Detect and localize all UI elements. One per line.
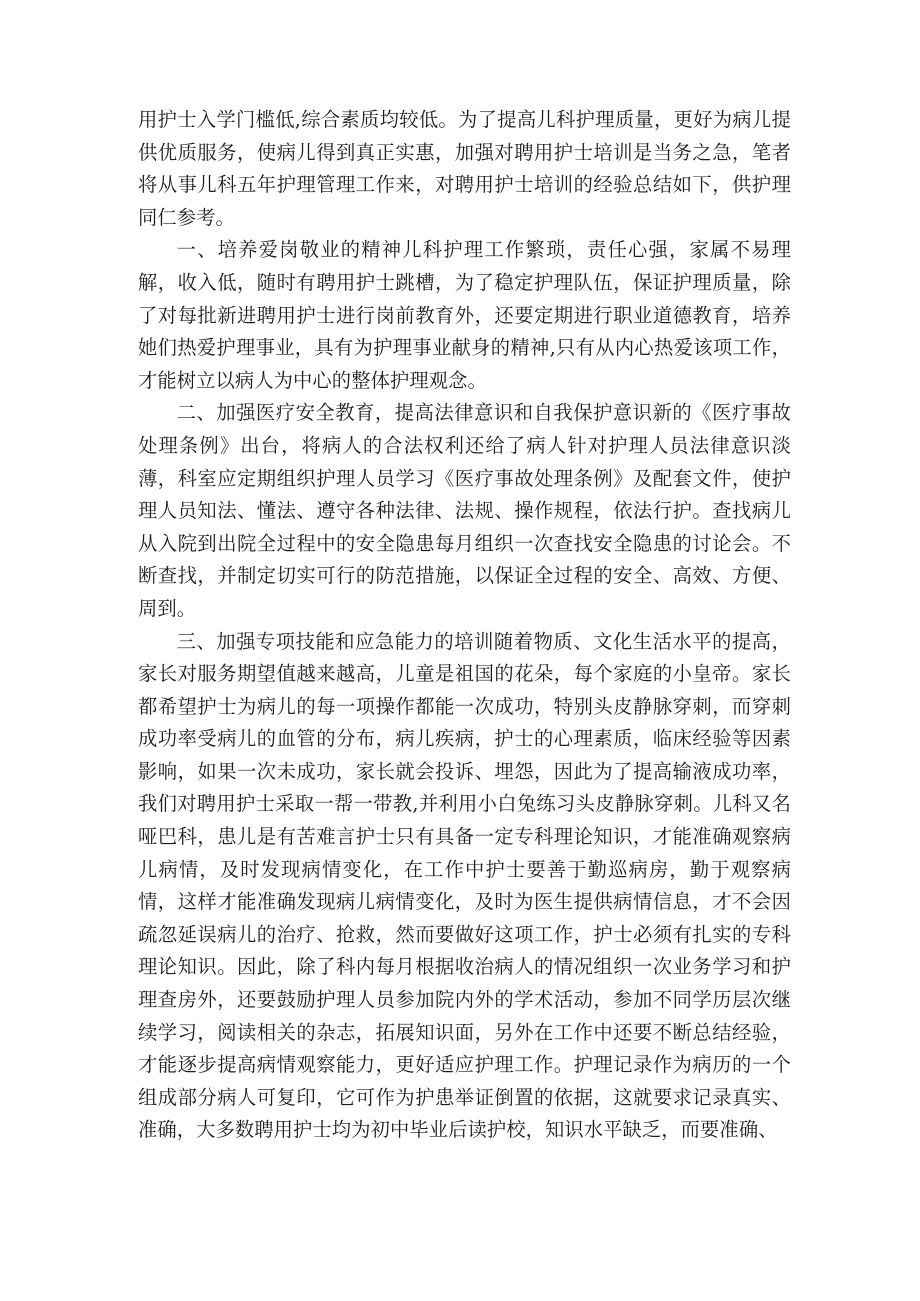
paragraph-section-one: 一、培养爱岗敬业的精神儿科护理工作繁琐，责任心强，家属不易理解，收入低，随时有聘用护士跳槽，为了稳定护理队伍，保证护理质量，除了对每批新进聘用护士进行岗前教育外，还要定期进行职业道德教育，培养她们热爱护理事业，具有为护理事业献身的精神,只有从内心热爱该项工作，才能树立以病人为中心的整体护理观念。 — [138, 238, 791, 392]
document-body — [138, 104, 791, 1147]
paragraph-section-two: 二、加强医疗安全教育，提高法律意识和自我保护意识新的《医疗事故处理条例》出台，将病人的合法权利还给了病人针对护理人员法律意识淡薄，科室应定期组织护理人员学习《医疗事故处理条例》及配套文件，使护理人员知法、懂法、遵守各种法律、法规、操作规程，依法行护。查找病儿从入院到出院全过程中的安全隐患每月组织一次查找安全隐患的讨论会。不断查找，并制定切实可行的防范措施，以保证全过程的安全、高效、方便、周到。 — [138, 401, 791, 620]
paragraph-intro-continuation: 用护士入学门槛低,综合素质均较低。为了提高儿科护理质量，更好为病儿提供优质服务，使病儿得到真正实惠，加强对聘用护士培训是当务之急，笔者将从事儿科五年护理管理工作来，对聘用护士培训的经验总结如下，供护理同仁参考。 — [138, 108, 791, 229]
paragraph-section-three: 三、加强专项技能和应急能力的培训随着物质、文化生活水平的提高，家长对服务期望值越来越高，儿童是祖国的花朵，每个家庭的小皇帝。家长都希望护士为病儿的每一项操作都能一次成功，特别头皮静脉穿刺，而穿刺成功率受病儿的血管的分布，病儿疾病，护士的心理素质，临床经验等因素影响，如果一次未成功，家长就会投诉、埋怨，因此为了提高输液成功率，我们对聘用护士采取一帮一带教,并利用小白兔练习头皮静脉穿刺。儿科又名哑巴科，患儿是有苦难言护士只有具备一定专科理论知识，才能准确观察病儿病情，及时发现病情变化，在工作中护士要善于勤巡病房，勤于观察病情，这样才能准确发现病儿病情变化，及时为医生提供病情信息，才不会因疏忽延误病儿的治疗、抢救，然而要做好这项工作，护士必须有扎实的专科理论知识。因此，除了科内每月根据收治病人的情况组织一次业务学习和护理查房外，还要鼓励护理人员参加院内外的学术活动，参加不同学历层次继续学习，阅读相关的杂志，拓展知识面，另外在工作中还要不断总结经验，才能逐步提高病情观察能力，更好适应护理工作。护理记录作为病历的一个组成部分病人可复印，它可作为护患举证倒置的依据，这就要求记录真实、准确，大多数聘用护士均为初中毕业后读护校，知识水平缺乏，而要准确、 — [138, 629, 791, 1142]
